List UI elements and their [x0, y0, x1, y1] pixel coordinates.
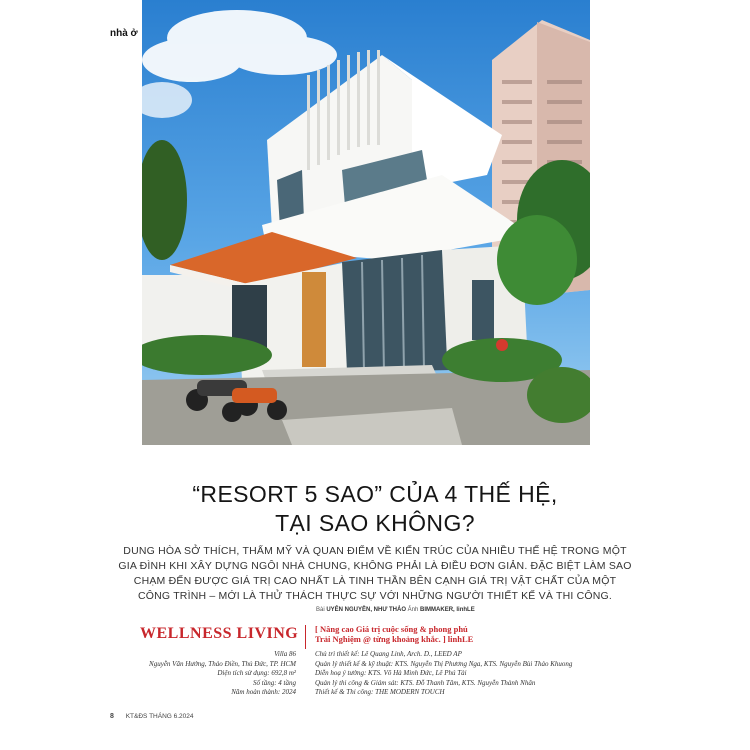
spec-line: Diện tích sử dụng: 692,8 m²	[217, 669, 296, 678]
spec-line: Villa 86	[274, 650, 296, 658]
project-credits	[315, 650, 572, 698]
headline-line-2: TẠI SAO KHÔNG?	[275, 510, 475, 536]
hero-photo	[142, 0, 590, 445]
byline	[316, 607, 475, 613]
promo-line-1: [ Nâng cao Giá trị cuộc sống & phong phú	[315, 624, 468, 634]
byline-authors: UYÊN NGUYỄN, NHƯ THẢO	[326, 607, 406, 613]
issue-label: KT&ĐS THÁNG 6.2024	[125, 713, 194, 720]
credit-line: Chủ trì thiết kế: Lê Quang Linh, Arch. D., LEED AP	[315, 650, 462, 658]
byline-photographers: BIMMAKER, linhLE	[420, 607, 475, 613]
credit-line: Diễn hoạ ý tưởng: KTS. Võ Hà Minh Đức, Lê Phú Tài	[315, 669, 467, 678]
page-number: 8	[110, 713, 114, 720]
column-divider	[305, 625, 306, 649]
spec-line: Nguyễn Văn Hưởng, Thảo Điền, Thủ Đức, TP. HCM	[149, 659, 296, 668]
promo-tagline	[315, 624, 473, 644]
section-tag: nhà ở	[110, 28, 138, 39]
headline-line-1: “RESORT 5 SAO” CỦA 4 THẾ HỆ,	[192, 481, 558, 507]
page-footer	[110, 713, 194, 720]
byline-photo-prefix: Ảnh	[407, 607, 419, 613]
headline	[110, 480, 640, 538]
spec-line: Năm hoàn thành: 2024	[231, 688, 296, 697]
spec-line: Số tầng: 4 tầng	[253, 678, 296, 687]
credit-line: Thiết kế & Thi công: THE MODERN TOUCH	[315, 688, 445, 697]
promo-line-2: Trải Nghiệm @ từng khoảng khắc. ] linhLE	[315, 634, 474, 644]
project-specs	[120, 650, 296, 698]
credit-line: Quản lý thi công & Giám sát: KTS. Đỗ Thanh Tâm, KTS. Nguyễn Thành Nhân	[315, 678, 536, 687]
column-title: WELLNESS LIVING	[140, 625, 299, 642]
credit-line: Quản lý thiết kế & kỹ thuật: KTS. Nguyễn Thị Phương Nga, KTS. Nguyễn Bùi Thảo Khuong	[315, 659, 573, 668]
byline-prefix: Bài	[316, 607, 325, 613]
lede-paragraph: DUNG HÒA SỞ THÍCH, THẨM MỸ VÀ QUAN ĐIỂM VỀ KIẾN TRÚC CỦA NHIỀU THẾ HỆ TRONG MỘT GIA ĐÌNH KHI XÂY DỰNG NGÔI NHÀ CHUNG, KHÔNG PHẢI LÀ ĐIỀU ĐƠN GIẢN. ĐẶC BIỆT LÀM SAO CHẠM ĐẾN ĐƯỢC GIÁ TRỊ CAO NHẤT LÀ TINH THẦN BÊN CẠNH GIÁ TRỊ VẬT CHẤT CỦA MỘT CÔNG TRÌNH – MỚI LÀ THỬ THÁCH THỰC SỰ VỚI NHỮNG NGƯỜI THIẾT KẾ VÀ THI CÔNG.	[118, 545, 632, 602]
